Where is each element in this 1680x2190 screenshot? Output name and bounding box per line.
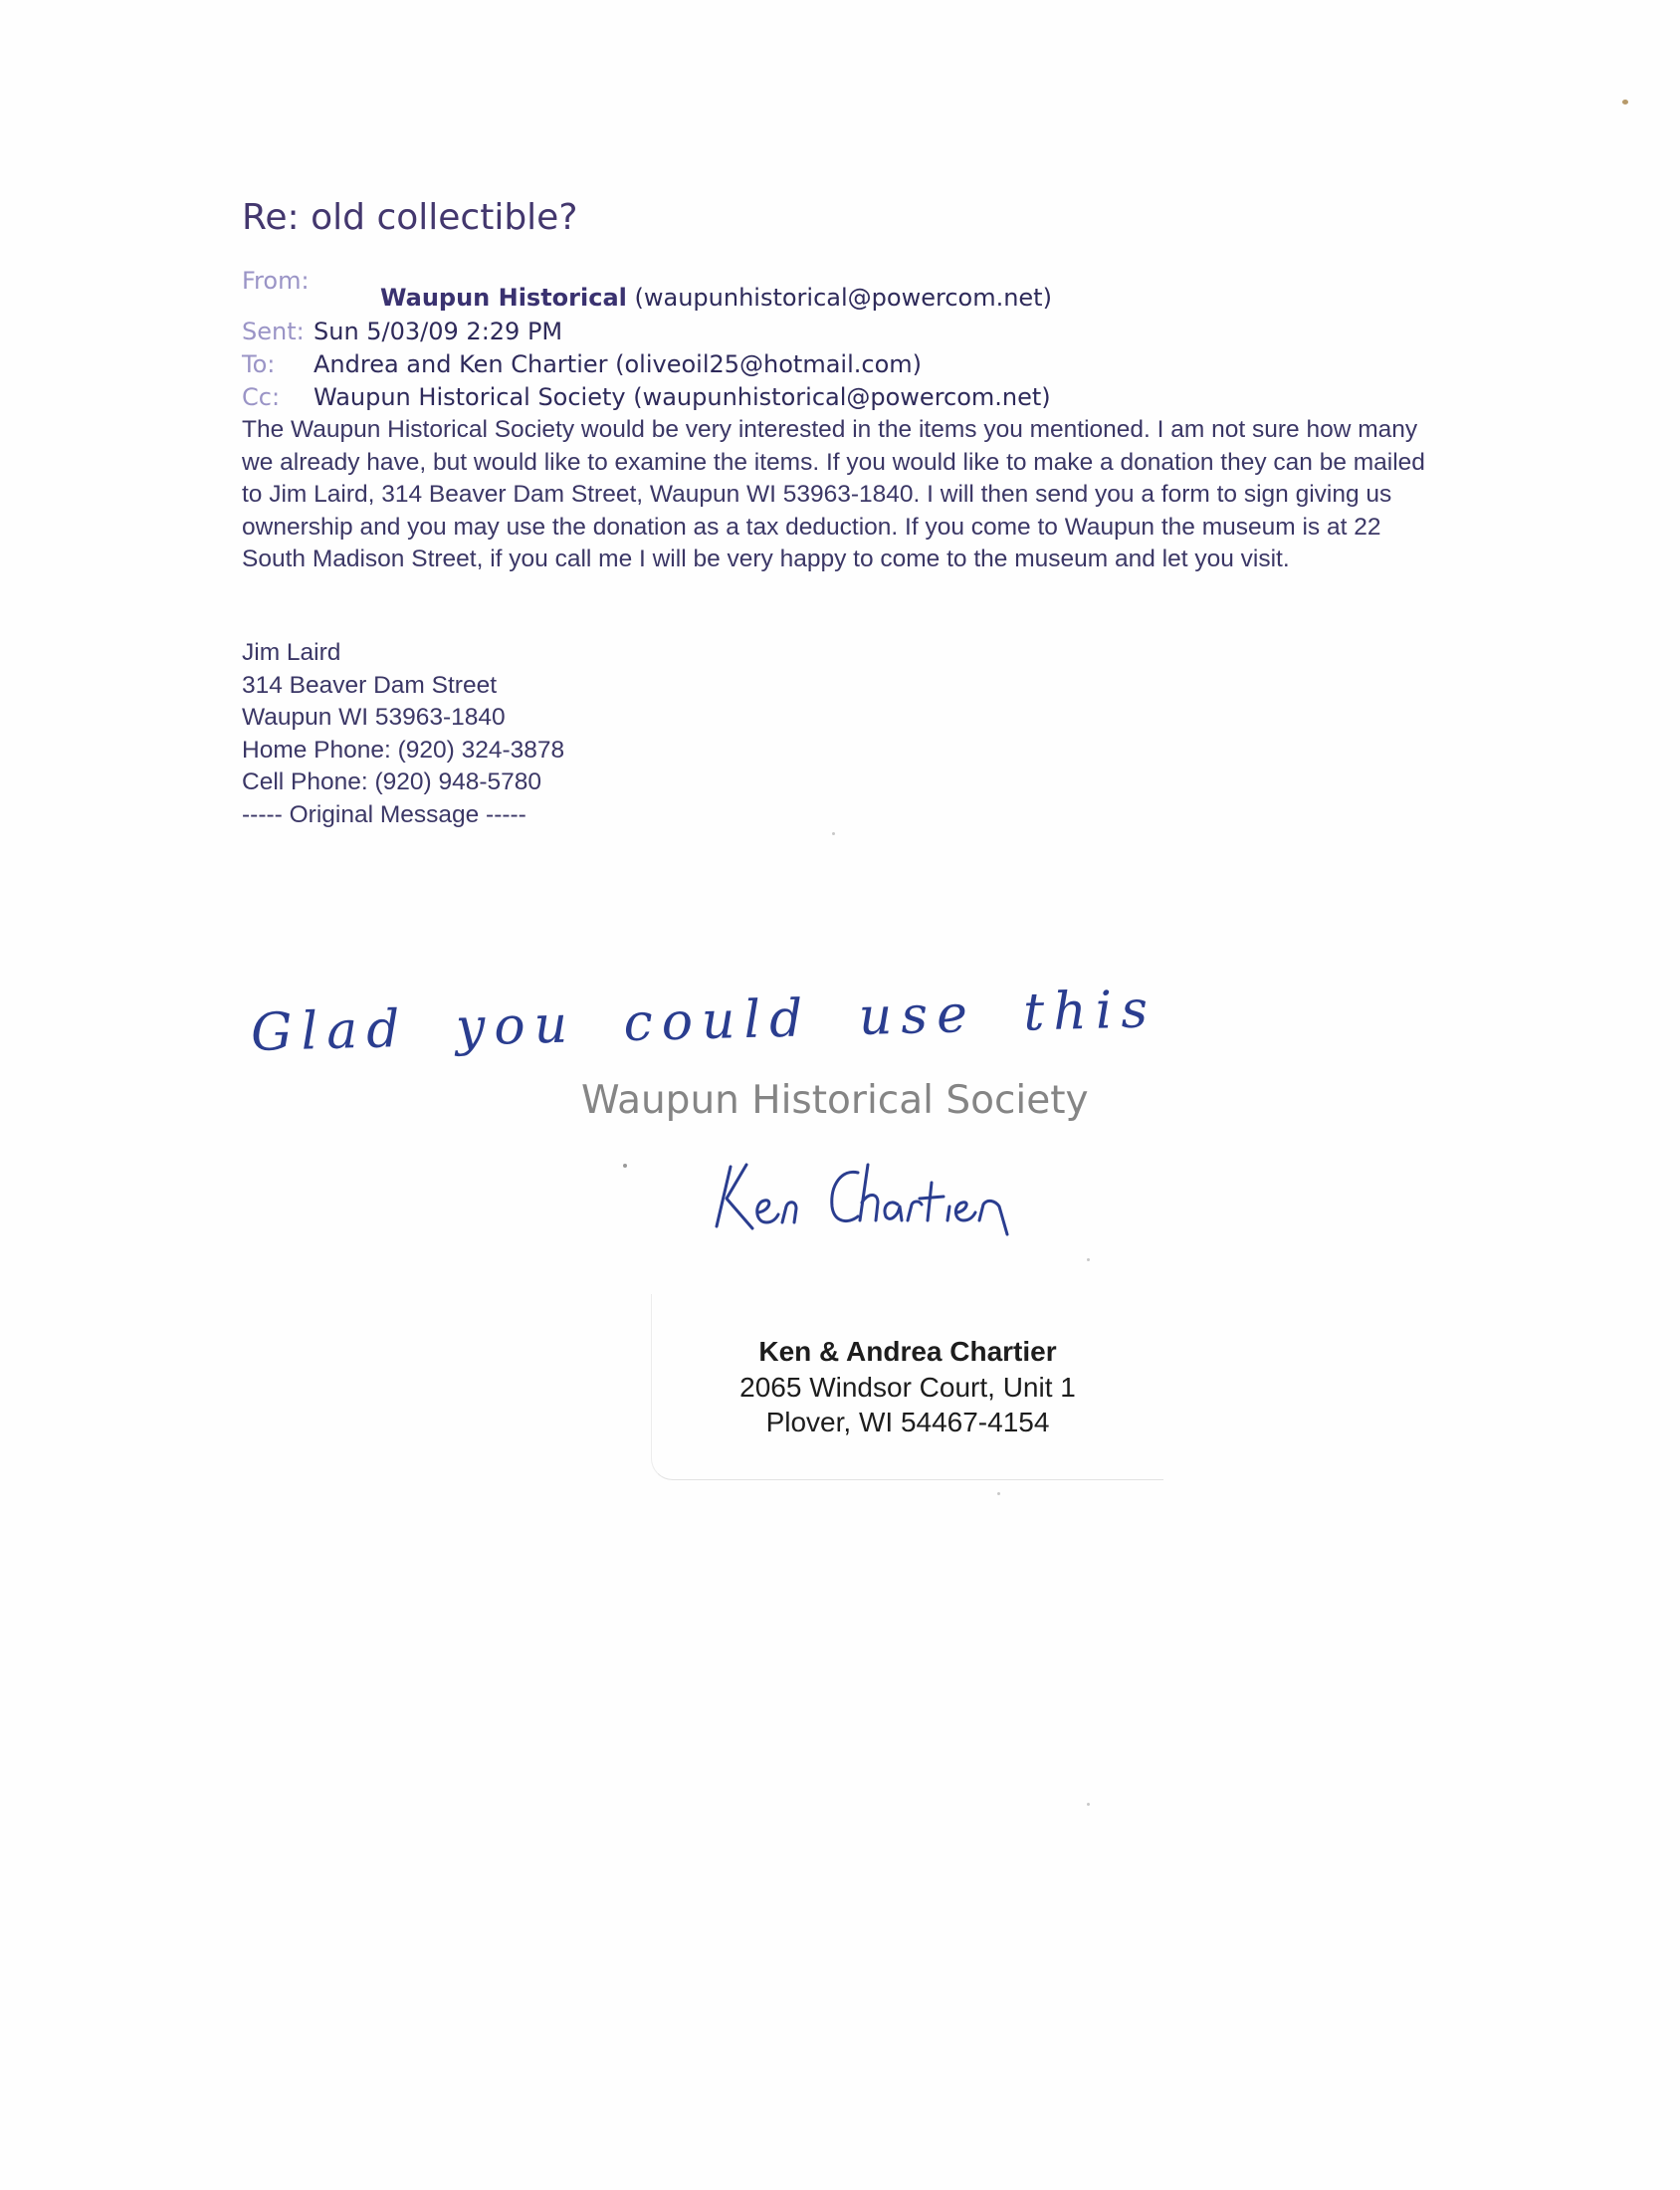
signature-name: Jim Laird xyxy=(242,639,341,666)
cc-row xyxy=(242,383,1051,411)
to-value: Andrea and Ken Chartier (oliveoil25@hotmail.com) xyxy=(314,350,923,378)
sender-name: Waupun Historical xyxy=(380,284,627,312)
scan-speck xyxy=(832,832,835,835)
scan-speck xyxy=(1622,100,1628,105)
cc-label: Cc: xyxy=(242,383,281,411)
signature-cell-phone: Cell Phone: (920) 948-5780 xyxy=(242,768,542,796)
handwritten-note: Glad you could use this xyxy=(250,980,1157,1063)
signature-city: Waupun WI 53963-1840 xyxy=(242,704,506,732)
scan-speck xyxy=(1087,1803,1090,1806)
sent-value: Sun 5/03/09 2:29 PM xyxy=(314,318,563,345)
scan-speck xyxy=(623,1164,627,1168)
address-label-street: 2065 Windsor Court, Unit 1 xyxy=(739,1372,1076,1403)
from-row xyxy=(242,267,310,295)
email-body: The Waupun Historical Society would be very interested in the items you mentioned. I am not sure how many we already have, but would like to examine the items. If you would like to make a donation they can be mailed to Jim Laird, 314 Beaver Dam Street, Waupun WI 53963-1840. I will then send you a form to sign giving us ownership and you may use the donation as a tax deduction. If you come to Waupun the museum is at 22 South Madison Street, if you call me I will be very happy to come to the museum and let you visit. xyxy=(242,416,1425,573)
signature-home-phone: Home Phone: (920) 324-3878 xyxy=(242,736,565,764)
email-signature xyxy=(242,637,564,832)
original-message-divider: ----- Original Message ----- xyxy=(242,800,526,828)
email-subject: Re: old collectible? xyxy=(242,197,578,238)
cc-value: Waupun Historical Society (waupunhistorical@powercom.net) xyxy=(314,383,1051,411)
to-label: To: xyxy=(242,350,276,378)
sender-address: (waupunhistorical@powercom.net) xyxy=(634,284,1052,312)
from-label: From: xyxy=(242,267,310,295)
address-label-name: Ken & Andrea Chartier xyxy=(758,1336,1057,1367)
scan-speck xyxy=(997,1492,1000,1495)
watermark: Waupun Historical Society xyxy=(581,1078,1089,1123)
from-value xyxy=(380,284,1052,312)
to-row xyxy=(242,350,922,378)
address-label-city: Plover, WI 54467-4154 xyxy=(765,1407,1050,1437)
signature-street: 314 Beaver Dam Street xyxy=(242,671,498,699)
scan-speck xyxy=(1087,1258,1090,1261)
sent-row xyxy=(242,318,562,345)
sent-label: Sent: xyxy=(242,318,305,345)
handwritten-signature xyxy=(709,1155,1027,1244)
address-label xyxy=(651,1294,1163,1480)
